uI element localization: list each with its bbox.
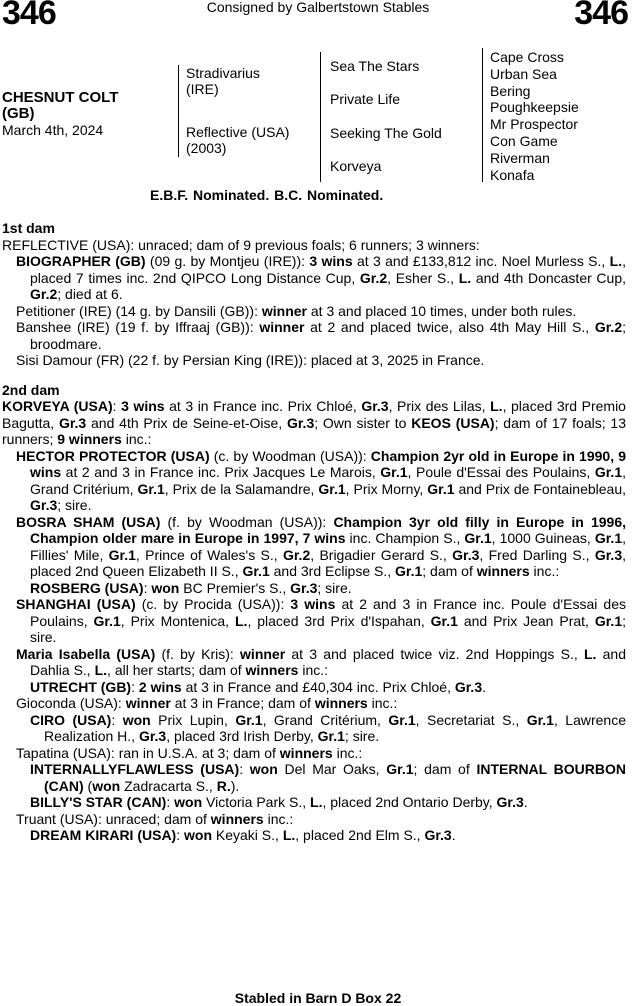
bold-run: Gr.1 <box>430 612 458 629</box>
text-run: , Brigadier Gerard S., <box>310 546 453 563</box>
text-run: inc.: <box>121 431 152 447</box>
bold-run: won <box>184 827 212 843</box>
text-run: , placed 3rd Premio Bagutta, <box>2 398 626 431</box>
pedigree-table <box>0 40 636 190</box>
granddam-maternal: Korveya <box>330 158 382 174</box>
catalogue-body <box>2 220 626 844</box>
bold-run: Gr.1 <box>317 728 345 744</box>
bold-run: Gr.1 <box>427 480 455 497</box>
produce-entry <box>2 303 626 320</box>
bold-run: Gr.1 <box>108 546 136 563</box>
bold-run: CIRO (USA) <box>30 711 112 728</box>
bold-run: 9 winners <box>57 431 122 447</box>
text-run: , Grand Critérium, <box>262 711 389 728</box>
text-run: ; sire. <box>344 728 380 744</box>
text-run: inc.: <box>529 563 560 579</box>
produce-entry <box>2 827 626 844</box>
text-run: : <box>239 761 250 777</box>
lot-number-right: 346 <box>574 0 628 32</box>
bold-run: L. <box>609 253 623 269</box>
text-run: Petitioner (IRE) (14 g. by Dansili (GB)): <box>16 302 262 319</box>
second-dam-heading: 2nd dam <box>2 381 60 398</box>
text-run: , Fred Darling S., <box>479 546 595 563</box>
foaling-date: March 4th, 2024 <box>2 122 104 138</box>
bold-run: won <box>249 761 278 777</box>
bold-run: L. <box>490 398 503 414</box>
text-run: Zadracarta S., <box>120 777 217 794</box>
pedigree-bracket-1 <box>178 65 179 157</box>
grandsire-maternal: Seeking The Gold <box>330 125 442 141</box>
text-run: , Secretariat S., <box>415 711 527 728</box>
bold-run: winner <box>261 302 307 319</box>
text-run: , placed 2nd Queen Elizabeth II S., <box>30 546 626 579</box>
text-run: , Prix Montenica, <box>120 612 235 629</box>
text-run: ( <box>83 777 93 794</box>
nominations: E.B.F. Nominated. B.C. Nominated. <box>150 187 384 203</box>
bold-run: Champion 3yr old filly in Europe in 1996, Champion older mare in Europe in 1997, 7 wins <box>30 513 626 546</box>
text-run: , Prince of Wales's S., <box>135 546 283 563</box>
produce-entry <box>2 761 626 794</box>
second-dam-produce <box>2 448 626 844</box>
grandsire-paternal: Sea The Stars <box>330 58 420 74</box>
produce-entry <box>2 253 626 303</box>
text-run: at 3 and placed 10 times, under both rules. <box>306 302 577 319</box>
text-run: (f. by Kris): <box>155 645 241 662</box>
lot-number-left: 346 <box>2 0 56 32</box>
text-run: : <box>111 711 123 728</box>
text-run: : <box>112 398 122 414</box>
text-run: Prix Lupin, <box>150 711 236 728</box>
bold-run: Gr.1 <box>137 480 165 497</box>
text-run: ; sire. <box>317 579 352 596</box>
bold-run: Gr.1 <box>93 612 121 629</box>
bold-run: winners <box>210 810 264 827</box>
text-run: (c. by Woodman (USA)): <box>209 447 371 464</box>
bold-run: 3 wins <box>290 596 336 612</box>
produce-entry <box>2 745 626 762</box>
bold-run: Gr.3 <box>138 728 167 744</box>
text-run: , Prix de la Salamandre, <box>164 480 319 497</box>
bold-run: won <box>122 711 151 728</box>
text-run: ; Own sister to <box>314 414 412 431</box>
bold-run: Gr.1 <box>594 464 623 480</box>
bold-run: Gr.1 <box>380 464 408 480</box>
text-run: (c. by Procida (USA)): <box>135 596 291 612</box>
ggp-1: Cape Cross <box>490 49 564 65</box>
bold-run: winner <box>259 319 305 335</box>
horse-details <box>2 90 177 138</box>
bold-run: Champion 2yr old in Europe in 1990, 9 wins <box>30 447 626 480</box>
bold-run: DREAM KIRARI (USA) <box>30 827 177 843</box>
bold-run: INTERNALLYFLAWLESS (USA) <box>30 761 240 777</box>
text-run: ; sire. <box>57 497 92 513</box>
bold-run: Gr.3 <box>286 414 315 431</box>
text-run: , placed 3rd Irish Derby, <box>166 728 318 744</box>
text-run: Victoria Park S., <box>202 794 311 810</box>
text-run: ; dam of <box>413 761 477 777</box>
ggp-6: Con Game <box>490 132 558 149</box>
text-run: inc.: <box>298 662 329 678</box>
text-run: , Prix Morny, <box>345 480 428 497</box>
bold-run: ROSBERG (USA) <box>30 579 144 596</box>
bold-run: Gr.2 <box>594 319 623 335</box>
text-run: , all her starts; dam of <box>107 662 246 678</box>
bold-run: Gr.3 <box>496 794 524 810</box>
bold-run: winners <box>279 744 333 761</box>
produce-entry <box>2 794 626 811</box>
bold-run: Gr.2 <box>282 546 311 563</box>
pedigree-bracket-3 <box>482 48 483 182</box>
ggp-4: Poughkeepsie <box>490 99 579 116</box>
bold-run: Gr.1 <box>464 530 492 546</box>
text-run: ; dam of 17 foals; 13 runners; <box>2 414 626 447</box>
text-run: , Grand Critérium, <box>30 464 626 497</box>
text-run: Sisi Damour (FR) (22 f. by Persian King (IRE)): placed at 3, 2025 in France. <box>16 352 485 368</box>
bold-run: R. <box>216 777 231 794</box>
produce-entry <box>2 712 626 745</box>
bold-run: KEOS (USA) <box>411 414 495 431</box>
bold-run: BOSRA SHAM (USA) <box>16 513 161 530</box>
bold-run: Gr.3 <box>454 678 483 695</box>
text-run: , Esher S., <box>387 269 459 286</box>
first-dam-intro <box>2 237 626 254</box>
text-run: , placed 2nd Ontario Derby, <box>322 794 497 810</box>
text-run: at 3 and placed twice viz. 2nd Hoppings S., <box>285 645 584 662</box>
text-run: ; dam of <box>422 563 477 579</box>
text-run: Del Mar Oaks, <box>277 761 387 777</box>
bold-run: Gr.3 <box>361 398 389 414</box>
ggp-5: Mr Prospector <box>490 116 578 133</box>
text-run: Truant (USA): unraced; dam of <box>16 810 211 827</box>
pedigree-bracket-2 <box>320 52 321 182</box>
text-run: , Lawrence Realization H., <box>44 711 626 744</box>
bold-run: Gr.1 <box>594 530 623 546</box>
bold-run: won <box>92 777 121 794</box>
consignor-line: Consigned by Galbertstown Stables <box>206 0 430 15</box>
text-run: : <box>475 236 480 253</box>
bold-run: 2 wins <box>138 678 182 695</box>
text-run: , placed 7 times inc. 2nd QIPCO Long Distance Cup, <box>30 253 626 286</box>
text-run: at 3 and £133,812 inc. Noel Murless S., <box>352 253 610 269</box>
bold-run: BIOGRAPHER (GB) <box>16 253 146 269</box>
text-run: inc.: <box>263 810 294 827</box>
bold-run: 3 wins <box>121 398 165 414</box>
text-run: : <box>143 579 152 596</box>
stabling-info: Stabled in Barn D Box 22 <box>234 990 402 1006</box>
text-run: Tapatina (USA): ran in U.S.A. at 3; dam of <box>16 744 280 761</box>
text-run: : <box>166 794 175 810</box>
first-dam-produce <box>2 253 626 369</box>
bold-run: Gr.1 <box>386 761 414 777</box>
text-run: and 4th Prix de Seine-et-Oise, <box>86 414 287 431</box>
sire <box>186 65 316 97</box>
text-run: . <box>482 678 486 695</box>
bold-run: Gr.3 <box>58 414 87 431</box>
bold-run: winner <box>240 645 286 662</box>
bold-run: Gr.3 <box>452 546 480 563</box>
bold-run: Gr.3 <box>30 497 58 513</box>
text-run: , Prix des Lilas, <box>388 398 491 414</box>
text-run: ). <box>230 777 240 794</box>
bold-run: Gr.1 <box>318 480 346 497</box>
bold-run: Gr.1 <box>594 612 623 629</box>
text-run: (f. by Woodman (USA)): <box>160 513 334 530</box>
first-dam-heading: 1st dam <box>2 220 55 236</box>
bold-run: SHANGHAI (USA) <box>16 596 136 612</box>
produce-entry <box>2 352 626 369</box>
text-run: inc. Champion S., <box>345 530 465 546</box>
horse-origin: (GB) <box>2 105 35 122</box>
dam <box>186 124 316 156</box>
text-run: Keyaki S., <box>212 827 283 843</box>
text-run: (09 g. by Montjeu (IRE)): <box>145 253 310 269</box>
bold-run: Gr.2 <box>359 269 388 286</box>
produce-entry <box>2 679 626 696</box>
text-run: ; sire. <box>30 612 626 645</box>
text-run: Gioconda (USA): <box>16 695 126 711</box>
text-run: at 3 in France; dam of <box>170 695 315 711</box>
text-run: and 3rd Eclipse S., <box>269 563 396 579</box>
second-dam-intro <box>2 398 626 448</box>
text-run: and 4th Doncaster Cup, <box>471 269 626 286</box>
text-run: , placed 3rd Prix d'Ispahan, <box>247 612 431 629</box>
text-run: at 2 and 3 in France inc. Poule d'Essai des Poulains, <box>30 596 626 629</box>
text-run: inc.: <box>367 695 398 711</box>
bold-run: winners <box>314 695 368 711</box>
produce-entry <box>2 514 626 580</box>
bold-run: KORVEYA (USA) <box>2 398 113 414</box>
bold-run: 3 wins <box>309 253 353 269</box>
bold-run: L. <box>282 827 296 843</box>
text-run: , 1000 Guineas, <box>491 530 595 546</box>
bold-run: Gr.1 <box>242 563 270 579</box>
bold-run: winners <box>476 563 530 579</box>
granddam-paternal: Private Life <box>330 91 401 107</box>
text-run: , placed 2nd Elm S., <box>295 827 425 843</box>
bold-run: L. <box>94 662 108 678</box>
ggp-3: Bering <box>490 82 531 99</box>
text-run: at 2 and placed twice, also 4th May Hill S., <box>304 319 595 335</box>
bold-run: INTERNAL BOURBON (CAN) <box>44 761 626 794</box>
text-run: BC Premier's S., <box>179 579 291 596</box>
bold-run: won <box>151 579 180 596</box>
bold-run: Gr.1 <box>526 711 554 728</box>
text-run: : <box>176 827 184 843</box>
text-run: ; broodmare. <box>30 319 626 352</box>
bold-run: Gr.3 <box>424 827 452 843</box>
dam-name: Reflective (USA) <box>186 124 290 140</box>
text-run: ; died at 6. <box>57 286 123 302</box>
bold-run: L. <box>234 612 248 629</box>
text-run: inc.: <box>332 744 363 761</box>
text-run: , Fillies' Mile, <box>30 530 626 563</box>
ggp-7: Riverman <box>490 149 550 166</box>
text-run: at 3 in France and £40,304 inc. Prix Chloé, <box>181 678 455 695</box>
text-run: and Prix de Fontainebleau, <box>454 480 627 497</box>
text-run: : <box>131 678 139 695</box>
bold-run: Gr.3 <box>594 546 623 563</box>
produce-entry <box>2 811 626 828</box>
produce-entry <box>2 695 626 712</box>
horse-name: CHESNUT COLT <box>2 89 119 106</box>
dam-year: (2003) <box>186 140 227 156</box>
bold-run: L. <box>310 794 323 810</box>
text-run: , Poule d'Essai des Poulains, <box>407 464 595 480</box>
produce-entry <box>2 448 626 514</box>
bold-run: Gr.3 <box>290 579 318 596</box>
sire-origin: (IRE) <box>186 81 219 97</box>
bold-run: winner <box>125 695 171 711</box>
bold-run: won <box>174 794 203 810</box>
produce-entry <box>2 580 626 597</box>
bold-run: Gr.2 <box>30 286 58 302</box>
text-run: REFLECTIVE (USA): unraced; dam of 9 previous foals; 6 runners; <box>2 236 416 253</box>
bold-run: winners <box>245 662 299 678</box>
text-run: 3 winners <box>415 236 476 253</box>
text-run: . <box>451 827 456 843</box>
ggp-8: Konafa <box>490 166 535 183</box>
bold-run: Gr.1 <box>235 711 263 728</box>
bold-run: Gr.1 <box>388 711 416 728</box>
text-run: . <box>523 794 528 810</box>
text-run: Banshee (IRE) (19 f. by Iffraaj (GB)): <box>16 319 260 335</box>
bold-run: Gr.1 <box>395 563 423 579</box>
great-grandparents <box>490 49 630 183</box>
bold-run: L. <box>458 269 472 286</box>
bold-run: UTRECHT (GB) <box>30 678 132 695</box>
text-run: and Prix Jean Prat, <box>457 612 595 629</box>
sire-name: Stradivarius <box>186 65 260 81</box>
text-run: at 3 in France inc. Prix Chloé, <box>164 398 362 414</box>
ggp-2: Urban Sea <box>490 65 557 82</box>
bold-run: L. <box>583 645 597 662</box>
produce-entry <box>2 646 626 679</box>
bold-run: BILLY'S STAR (CAN) <box>30 794 167 810</box>
bold-run: HECTOR PROTECTOR (USA) <box>16 447 210 464</box>
text-run: and Dahlia S., <box>30 645 626 678</box>
produce-entry <box>2 319 626 352</box>
text-run: at 2 and 3 in France inc. Prix Jacques Le Marois, <box>61 464 381 480</box>
bold-run: Maria Isabella (USA) <box>16 645 156 662</box>
produce-entry <box>2 596 626 646</box>
